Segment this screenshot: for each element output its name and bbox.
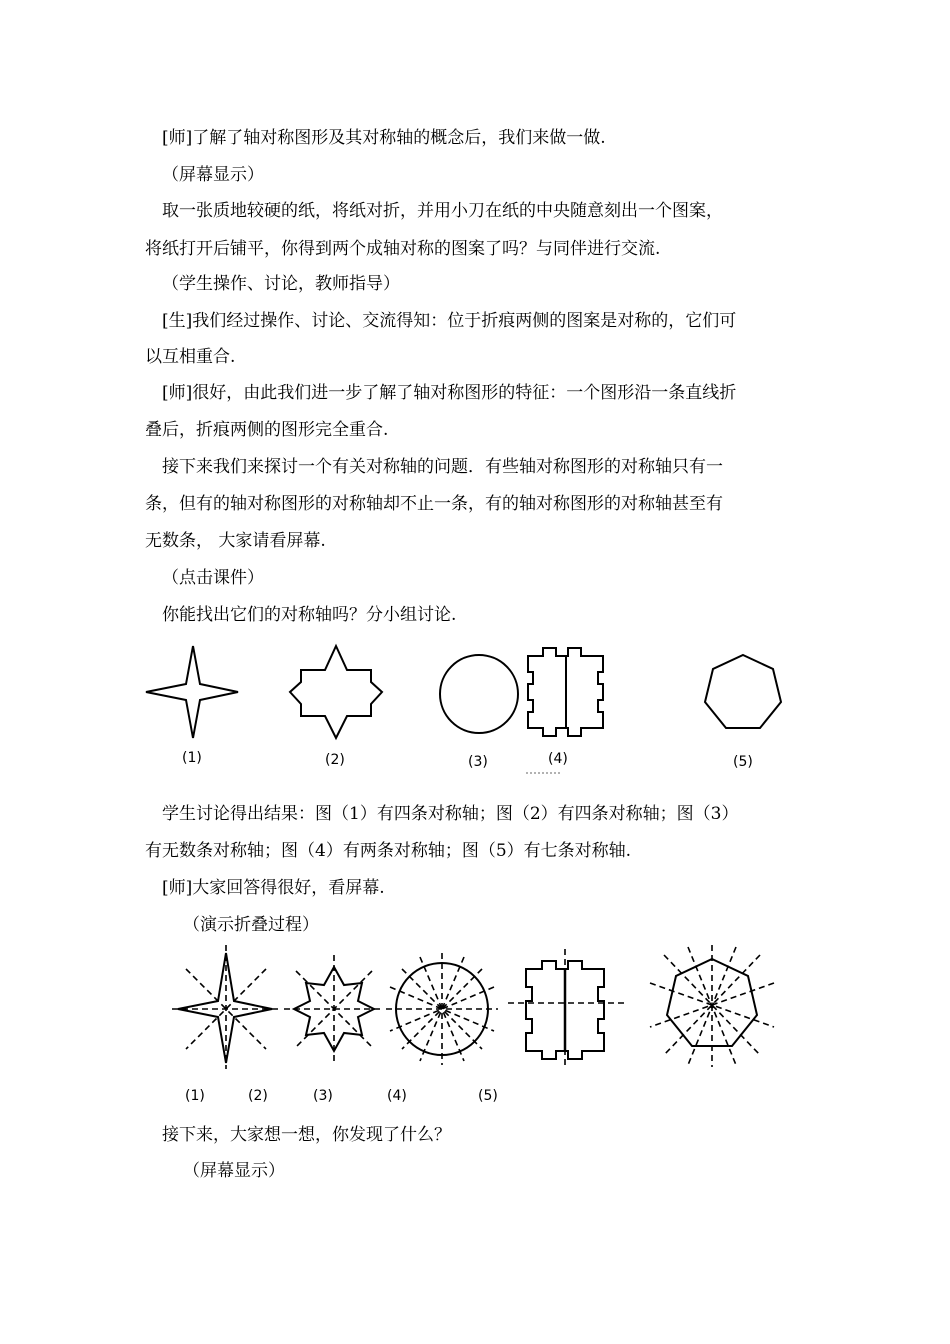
- figure-label: (5): [478, 1088, 498, 1104]
- paragraph-line: （学生操作、讨论，教师指导）: [162, 274, 400, 294]
- four-point-star-axes: [172, 945, 280, 1069]
- figure-label: (4): [387, 1088, 407, 1104]
- four-point-star-shape: [146, 646, 238, 738]
- eight-point-star-shape: [290, 646, 382, 738]
- paragraph-line: [师]很好，由此我们进一步了解了轴对称图形的特征：一个图形沿一条直线折: [162, 383, 737, 403]
- figure-label: (5): [733, 754, 753, 770]
- figure-label: (1): [185, 1088, 205, 1104]
- figure-label: (2): [325, 752, 345, 768]
- paragraph-line: [生]我们经过操作、讨论、交流得知：位于折痕两侧的图案是对称的，它们可: [162, 311, 737, 331]
- axes-figure: [168, 945, 788, 1070]
- paragraph-line: 取一张质地较硬的纸，将纸对折，并用小刀在纸的中央随意刻出一个图案，: [162, 201, 723, 221]
- figure-label: (3): [468, 754, 488, 770]
- battlement-axes: [508, 949, 628, 1067]
- circle-shape: [440, 655, 518, 733]
- paragraph-line: 以互相重合.: [145, 347, 236, 367]
- paragraph-line: 无数条， 大家请看屏幕.: [145, 531, 326, 551]
- figure-label: (2): [248, 1088, 268, 1104]
- paragraph-line: 条，但有的轴对称图形的对称轴却不止一条，有的轴对称图形的对称轴甚至有: [145, 494, 723, 514]
- paragraph-line: 学生讨论得出结果：图（1）有四条对称轴；图（2）有四条对称轴；图（3）: [162, 804, 739, 824]
- paragraph-line: （演示折叠过程）: [183, 915, 319, 935]
- eight-point-star-axes: [284, 955, 384, 1063]
- figure-label: (3): [313, 1088, 333, 1104]
- paragraph-line: 有无数条对称轴；图（4）有两条对称轴；图（5）有七条对称轴.: [145, 841, 632, 861]
- heptagon-shape: [705, 655, 781, 728]
- circle-axes: [386, 953, 498, 1065]
- figure-label: (1): [182, 750, 202, 766]
- figure-label: (4): [548, 751, 568, 767]
- paragraph-line: （点击课件）: [162, 568, 264, 588]
- paragraph-line: 将纸打开后铺平，你得到两个成轴对称的图案了吗？与同伴进行交流.: [145, 239, 661, 259]
- paragraph-line: （屏幕显示）: [183, 1161, 285, 1181]
- paragraph-line: [师]大家回答得很好，看屏幕.: [162, 878, 385, 898]
- paragraph-line: 你能找出它们的对称轴吗？分小组讨论.: [162, 605, 457, 625]
- paragraph-line: 叠后，折痕两侧的图形完全重合.: [145, 420, 389, 440]
- paragraph-line: 接下来我们来探讨一个有关对称轴的问题．有些轴对称图形的对称轴只有一: [162, 457, 723, 477]
- heptagon-axes: [650, 945, 774, 1067]
- paragraph-line: 接下来，大家想一想，你发现了什么？: [162, 1125, 451, 1145]
- paragraph-line: [师]了解了轴对称图形及其对称轴的概念后，我们来做一做.: [162, 128, 606, 148]
- battlement-shape: [528, 648, 603, 736]
- paragraph-line: （屏幕显示）: [162, 165, 264, 185]
